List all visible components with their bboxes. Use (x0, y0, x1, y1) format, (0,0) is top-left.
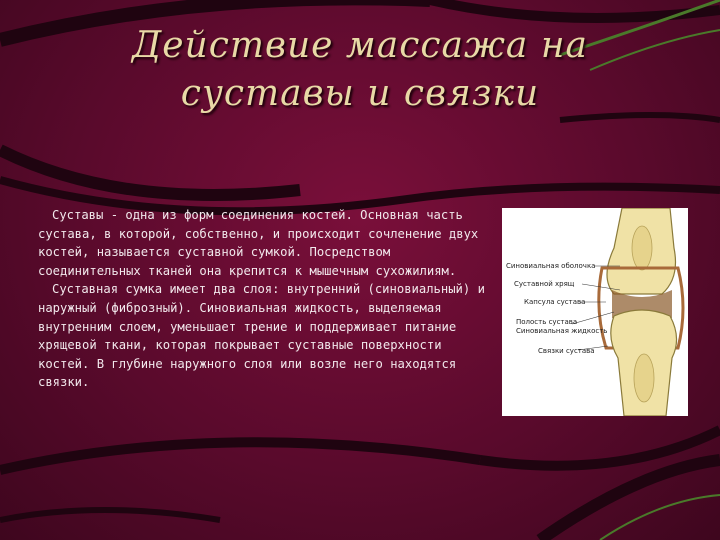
label-joint-cavity: Полость сустава (516, 318, 578, 326)
label-joint-ligaments: Связки сустава (538, 347, 595, 355)
body-text (38, 206, 490, 392)
joint-illustration (502, 208, 688, 416)
paragraph-2: Суставная сумка имеет два слоя: внутренний (синовиальный) и наружный (фиброзный). Синовиальная жидкость, выделяемая внутренним слоем, уменьшает трение и поддерживает питание хрящевой ткани, которая покрывает суставные поверхности костей. В глубине наружного слоя или возле него находятся связки. (38, 282, 485, 390)
title-line-2: суставы и связки (180, 73, 540, 114)
joint-diagram (502, 208, 688, 416)
label-articular-cartilage: Суставной хрящ (514, 280, 575, 288)
label-joint-capsule: Капсула сустава (524, 298, 586, 306)
label-synovial-fluid: Синовиальная жидкость (516, 327, 608, 335)
paragraph-1: Суставы - одна из форм соединения костей. Основная часть сустава, в которой, собственно, и происходит сочленение двух костей, называется суставной сумкой. Посредством соединительных тканей она крепится к мышечным сухожилиям. (38, 208, 479, 278)
label-synovial-membrane: Синовиальная оболочка (506, 262, 596, 270)
title-line-1: Действие массажа на (131, 25, 589, 66)
slide-title (80, 22, 640, 118)
